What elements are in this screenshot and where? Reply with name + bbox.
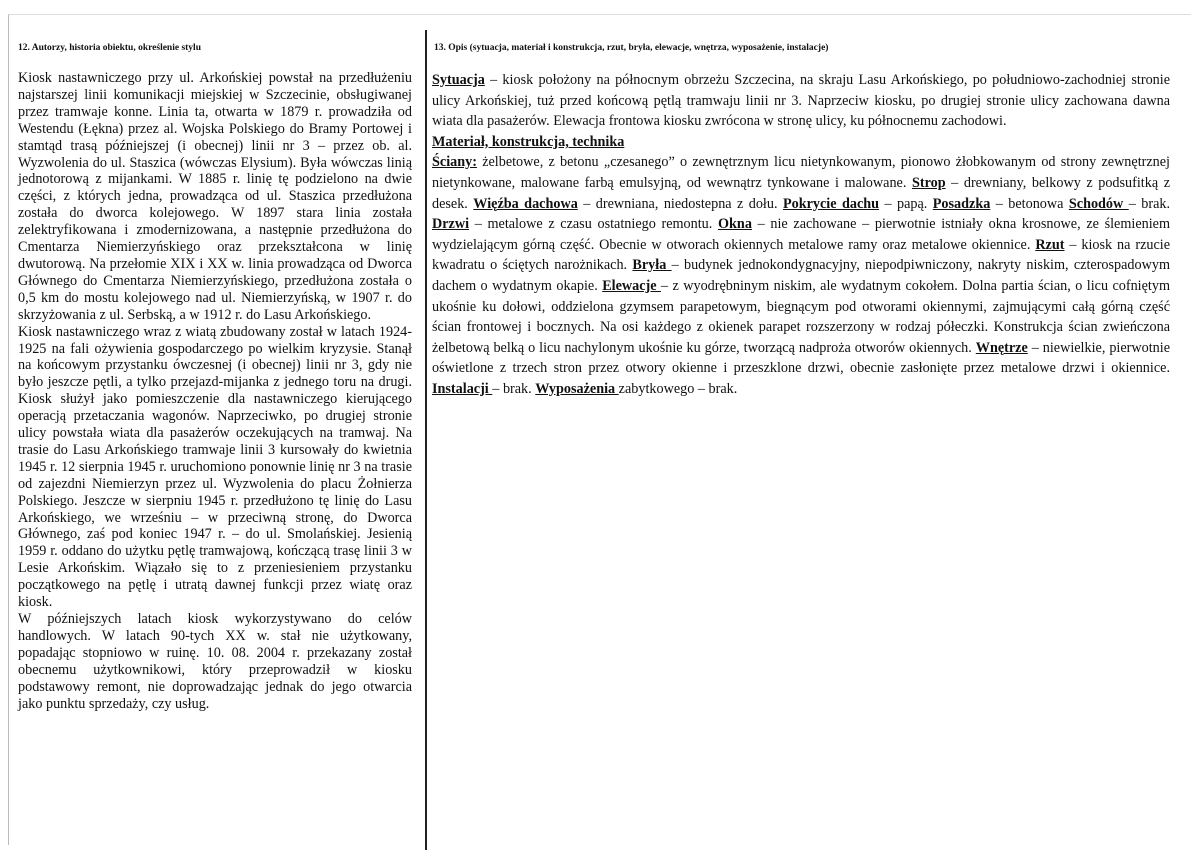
text-rzut: – kiosk na rzucie kwadratu o ściętych narożnikach. xyxy=(432,236,1171,274)
keyword-bryla: Bryła xyxy=(632,257,672,274)
keyword-wnetrze: Wnętrze xyxy=(975,339,1028,356)
text-drzwi: – metalowe z czasu ostatniego remontu. xyxy=(469,216,718,233)
history-text xyxy=(16,70,412,712)
text-sciany: żelbetowe, z betonu „czesanego” o zewnętrznym licu nietynkowanym, pionowo żłobkowanym od strony zewnętrznej nietynkowane, malowane farbą emulsyjną, od wewnątrz tynkowane i malowane. xyxy=(432,154,1170,191)
description-text xyxy=(432,70,1170,400)
material-paragraph xyxy=(432,152,1170,399)
right-column xyxy=(432,40,1170,400)
text-instalacji: – brak. xyxy=(492,380,536,397)
section-12-heading: 12. Autorzy, historia obiektu, określenie stylu xyxy=(18,43,201,53)
keyword-sytuacja: Sytuacja xyxy=(432,72,485,88)
history-paragraph-3: W późniejszych latach kiosk wykorzystywano do celów handlowych. W latach 90-tych XX w. stał nie użytkowany, popadając stopniowo w ruinę. 10. 08. 2004 r. przekazany został obecnemu użytkownikowi, który przeprowadził w kiosku podstawowy remont, nie doprowadzając jednak do jego otwarcia jako punktu sprzedaży, czy usług. xyxy=(18,611,412,712)
keyword-okna: Okna xyxy=(718,216,752,233)
keyword-rzut: Rzut xyxy=(1035,236,1065,253)
keyword-sciany: Ściany: xyxy=(432,154,477,171)
text-bryla: – budynek jednokondygnacyjny, niepodpiwniczony, nakryty niskim, czterospadowym dachem o wydatnym okapie. xyxy=(432,257,1170,294)
text-wiezba: – drewniana, niedostepna z dołu. xyxy=(577,195,783,212)
keyword-strop: Strop xyxy=(911,174,946,191)
text-schodow: – brak. xyxy=(1128,195,1171,212)
column-divider xyxy=(425,30,427,850)
keyword-drzwi: Drzwi xyxy=(432,216,470,233)
text-wyposazenia: zabytkowego – brak. xyxy=(618,380,738,397)
left-column xyxy=(16,40,412,712)
keyword-wyposazenia: Wyposażenia xyxy=(535,380,619,397)
keyword-pokrycie: Pokrycie dachu xyxy=(782,195,880,212)
text-posadzka: – betonowa xyxy=(990,195,1069,212)
section-13-heading: 13. Opis (sytuacja, materiał i konstrukcja, rzut, bryła, elewacje, wnętrza, wyposażenie, instalacje) xyxy=(434,43,829,53)
keyword-elewacje: Elewacje xyxy=(602,277,661,294)
history-paragraph-1: Kiosk nastawniczego przy ul. Arkońskiej powstał na przedłużeniu najstarszej linii komunikacji miejskiej w Szczecinie, obsługiwanej przez tramwaje konne. Linia ta, otwarta w 1879 r. prowadziła od Westendu (Łękna) przez al. Wojska Polskiego do Bramy Portowej i stamtąd trasą późniejszej (i obecnej) linii nr 3 – przez ob. al. Wyzwolenia do ul. Staszica (wówczas Elysium). Była wówczas linią jednotorową z mijankami. W 1885 r. linię tę podzielono na dwie części, z których jedna, prowadząca od ul. Staszica przedłużona została do dworca kolejowego. W 1897 stara linia została zelektryfikowana i zmodernizowana, a następnie przedłużona do Cmentarza Niemierzyńskiego oraz przekształcona w linię dwutorową. Na przełomie XIX i XX w. linia prowadząca od Dworca Głównego do Cmentarza Niemierzyńskiego, przedłużona została o 0,5 km do mostu kolejowego nad ul. Niemierzyńską, w 1907 r. do skrzyżowania z ul. Serbską, a w 1912 r. do Lasu Arkońskiego. xyxy=(18,70,412,323)
text-pokrycie: – papą. xyxy=(879,195,933,212)
text-elewacje: – z wyodrębninym niskim, ale wydatnym cokołem. Dolna partia ścian, o licu cofniętym ukośnie ku dołowi, oddzielona gzymsem parapetowym, biegnącym pod otworami okiennymi, zajmującymi całą górną część ścian frontowej i bocznych. Na osi każdego z okienek parapet rozszerzony w rodzaj półeczki. Konstrukcja ścian zwieńczona żelbetową belką o licu nachylonym ukośnie ku górze, tworzącą nadproża otworów okiennych. xyxy=(432,277,1170,356)
text-okna: – nie zachowane – pierwotnie istniały okna krosnowe, ze ślemieniem wydzielającym górną część. Obecnie w otworach okiennych metalowe ramy oraz metalowe okiennice. xyxy=(432,216,1170,253)
history-paragraph-2: Kiosk nastawniczego wraz z wiatą zbudowany został w latach 1924-1925 na fali ożywienia gospodarczego po wielkim kryzysie. Stanął na końcowym przystanku ówczesnej (i obecnej) linii nr 3, gdy nie było jeszcze pętli, a tylko przejazd-mijanka z jednego toru na drugi. Kiosk służył jako pomieszczenie dla nastawniczego kierującego operacją przetaczania wagonów. Naprzeciwko, po drugiej stronie ulicy powstała wiata dla pasażerów oczekujących na tramwaj. Na trasie do Lasu Arkońskiego tramwaje linii 3 kursowały do kwietnia 1945 r. 12 sierpnia 1945 r. uruchomiono ponownie linię nr 3 na trasie od zajezdni Niemierzyn przez ul. Wyzwolenia do placu Żołnierza Polskiego. Jeszcze w sierpniu 1945 r. przedłużono tę linię do Lasu Arkońskiego, we wrześniu – w przeciwną stronę, do Dworca Głównego, zaś pod koniec 1947 r. – do ul. Smolańskiej. Jesienią 1959 r. oddano do użytku pętlę tramwajową, kończącą trasę linii 3 w Lesie Arkońskim. Wiązało się to z przeniesieniem przystanku początkowego na pętlę i utratą dawnej funkcji przez wiatę oraz kiosk. xyxy=(18,323,412,611)
material-subheading xyxy=(432,132,1170,153)
keyword-posadzka: Posadzka xyxy=(932,195,991,212)
keyword-instalacji: Instalacji xyxy=(432,380,493,397)
situation-text: – kiosk położony na północnym obrzeżu Szczecina, na skraju Lasu Arkońskiego, po południowo-zachodniej stronie ulicy Arkońskiej, tuż przed końcową pętlą tramwaju linii nr 3. Naprzeciw kiosku, po drugiej stronie ulicy zachowana dawna wiata dla pasażerów. Elewacja frontowa kiosku zwrócona w stronę ulicy, ku północnemu zachodowi. xyxy=(432,72,1170,130)
keyword-schodow: Schodów xyxy=(1068,195,1129,212)
keyword-wiezba: Więźba dachowa xyxy=(473,195,578,212)
text-wnetrze: – niewielkie, pierwotnie oświetlone z trzech stron przez otwory okienne i przeszklone drzwi, obecnie zasłonięte przez metalowe drzwi i okiennice. xyxy=(432,339,1170,377)
subheading-material: Materiał, konstrukcja, technika xyxy=(432,133,625,150)
situation-paragraph xyxy=(432,70,1170,132)
text-strop: – drewniany, belkowy z podsufitką z desek. xyxy=(432,174,1170,212)
